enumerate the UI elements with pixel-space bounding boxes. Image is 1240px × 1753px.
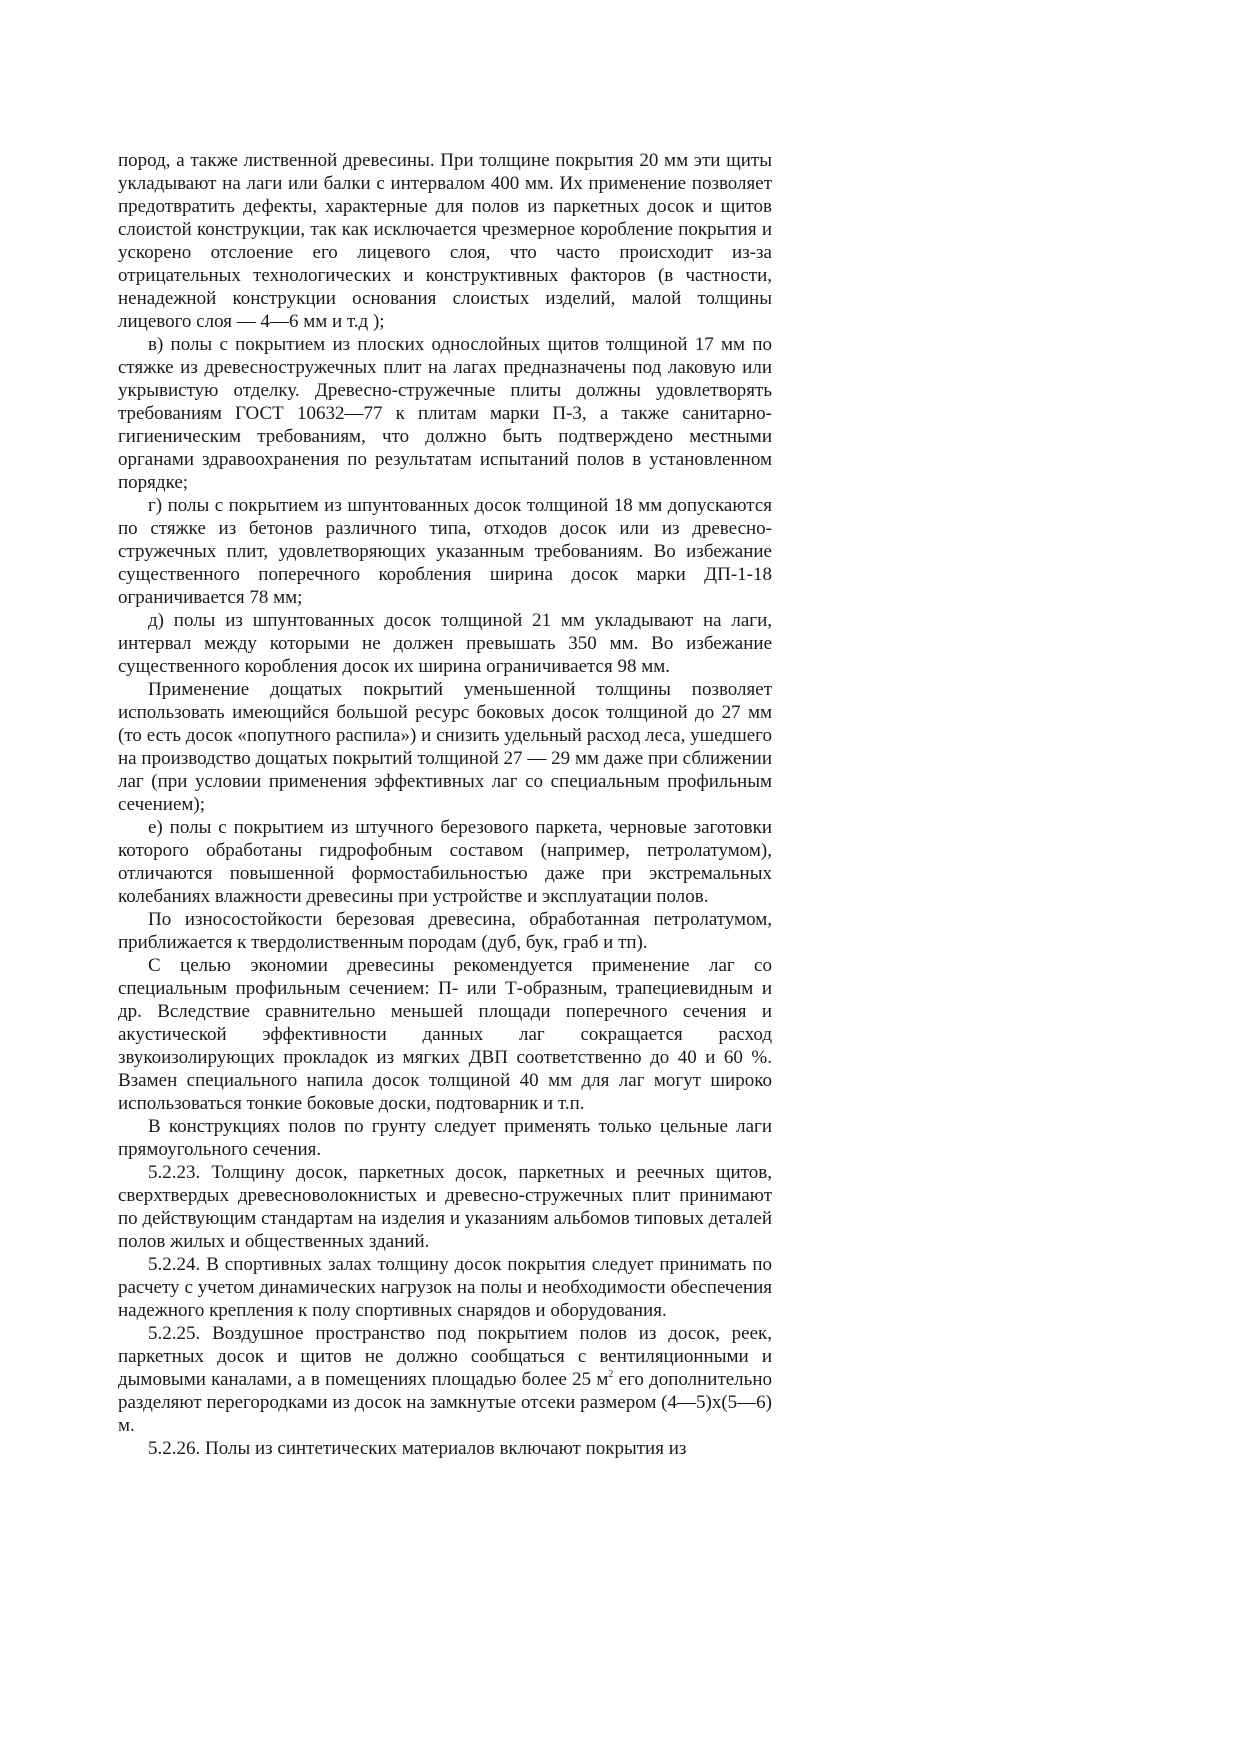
paragraph-reduced-thickness: Применение дощатых покрытий уменьшенной толщины позволяет использовать имеющийся большой ресурс боковых досок толщиной до 27 мм (то есть досок «попутного распила») и снизить удельный расход леса, ушедшего на производство дощатых покрытий толщиной 27 — 29 мм даже при сближении лаг (при условии применения эффективных лаг со специальным профильным сечением); bbox=[118, 679, 772, 815]
paragraph-item-e: е) полы с покрытием из штучного березового паркета, черновые заготовки которого обработаны гидрофобным составом (например, петролатумом), отличаются повышенной формостабильностью даже при экстремальных колебаниях влажности древесины при устройстве и эксплуатации полов. bbox=[118, 817, 772, 907]
paragraph-wear-resistance: По износостойкости березовая древесина, обработанная петролатумом, приближается к твердолиственным породам (дуб, бук, граб и тп). bbox=[118, 909, 772, 953]
paragraph-5-2-25-part2: его дополнительно разделяют перегородками из досок на замкнутые отсеки размером (4—5)х(5—6) м. bbox=[118, 1369, 772, 1436]
paragraph-5-2-25-part1: 5.2.25. Воздушное пространство под покрытием полов из досок, реек, паркетных досок и щитов не должно сообщаться с вентиляционными и дымовыми каналами, а в помещениях площадью более 25 м bbox=[118, 1323, 772, 1390]
paragraph-5-2-26: 5.2.26. Полы из синтетических материалов включают покрытия из bbox=[148, 1438, 687, 1459]
paragraph-5-2-24: 5.2.24. В спортивных залах толщину досок покрытия следует принимать по расчету с учетом динамических нагрузок на полы и необходимости обеспечения надежного крепления к полу спортивных снарядов и оборудования. bbox=[118, 1254, 772, 1321]
paragraph-joist-profile: С целью экономии древесины рекомендуется применение лаг со специальным профильным сечением: П- или Т-образным, трапециевидным и др. Вследствие сравнительно меньшей площади поперечного сечения и акустической эффективности данных лаг сокращается расход звукоизолирующих прокладок из мягких ДВП соответственно до 40 и 60 %. Взамен специального напила досок толщиной 40 мм для лаг могут широко использоваться тонкие боковые доски, подтоварник и т.п. bbox=[118, 955, 772, 1114]
paragraph-continuation: пород, а также лиственной древесины. При толщине покрытия 20 мм эти щиты укладывают на лаги или балки с интервалом 400 мм. Их применение позволяет предотвратить дефекты, характерные для полов из паркетных досок и щитов слоистой конструкции, так как исключается чрезмерное коробление покрытия и ускорено отслоение его лицевого слоя, что часто происходит из-за отрицательных технологических и конструктивных факторов (в частности, ненадежной конструкции основания слоистых изделий, малой толщины лицевого слоя — 4—6 мм и т.д ); bbox=[118, 150, 772, 332]
paragraph-5-2-23: 5.2.23. Толщину досок, паркетных досок, паркетных и реечных щитов, сверхтвердых древесноволокнистых и древесно-стружечных плит принимают по действующим стандартам на изделия и указаниям альбомов типовых деталей полов жилых и общественных зданий. bbox=[118, 1162, 772, 1252]
superscript-2: 2 bbox=[608, 1369, 614, 1380]
paragraph-ground-floors: В конструкциях полов по грунту следует применять только цельные лаги прямоугольного сечения. bbox=[118, 1116, 772, 1160]
paragraph-item-v: в) полы с покрытием из плоских однослойных щитов толщиной 17 мм по стяжке из древесностружечных плит на лагах предназначены под лаковую или укрывистую отделку. Древесно-стружечные плиты должны удовлетворять требованиям ГОСТ 10632—77 к плитам марки П-3, а также санитарно-гигиеническим требованиям, что должно быть подтверждено местными органами здравоохранения по результатам испытаний полов в установленном порядке; bbox=[118, 334, 772, 493]
body-text bbox=[118, 149, 772, 1460]
paragraph-5-2-25 bbox=[118, 1322, 772, 1437]
paragraph-item-d: д) полы из шпунтованных досок толщиной 21 мм укладывают на лаги, интервал между которыми не должен превышать 350 мм. Во избежание существенного коробления досок их ширина ограничивается 98 мм. bbox=[118, 610, 772, 677]
paragraph-item-g: г) полы с покрытием из шпунтованных досок толщиной 18 мм допускаются по стяжке из бетонов различного типа, отходов досок или из древесно-стружечных плит, удовлетворяющих указанным требованиям. Во избежание существенного поперечного коробления ширина досок марки ДП-1-18 ограничивается 78 мм; bbox=[118, 495, 772, 608]
